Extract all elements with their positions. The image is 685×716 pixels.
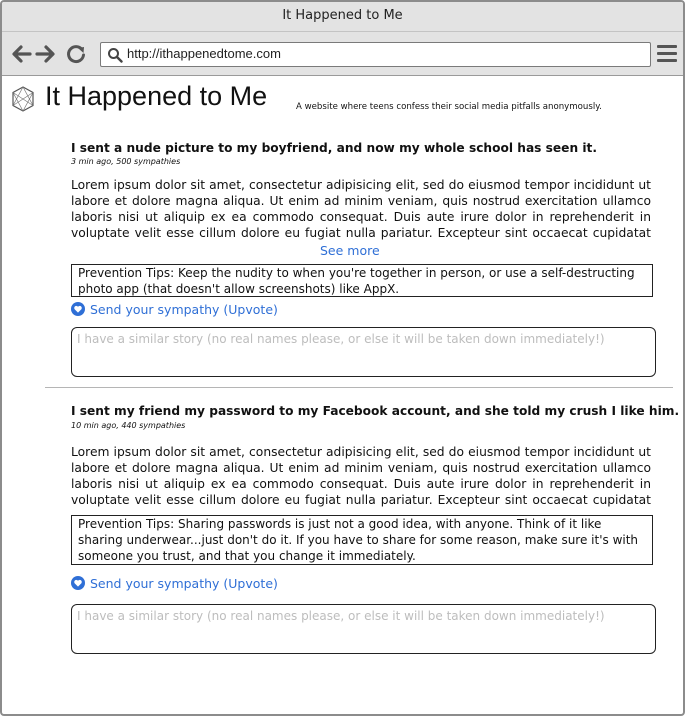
forward-arrow-icon: [35, 43, 57, 65]
post-body: Lorem ipsum dolor sit amet, consectetur adipisicing elit, sed do eiusmod tempor incididunt ut labore et dolore magna aliqua. Ut enim ad minim veniam, quis nostrud exercitation ullamco laboris nisi ut aliquip ex ea commodo consequat. Duis aute irure dolor in reprehenderit in voluptate velit esse cillum dolore eu fugiat nulla pariatur. Excepteur sint occaecat cupidatat: [71, 445, 651, 507]
similar-story-input[interactable]: [71, 327, 656, 377]
similar-story-input[interactable]: [71, 604, 656, 654]
sympathy-label: Send your sympathy (Upvote): [90, 301, 278, 317]
back-button[interactable]: [10, 43, 32, 65]
sympathy-upvote-button[interactable]: [71, 300, 278, 318]
search-icon: [107, 47, 123, 63]
post-meta: 3 min ago, 500 sympathies: [71, 157, 181, 166]
prevention-tips: Prevention Tips: Sharing passwords is just not a good idea, with anyone. Think of it like sharing underwear...just don't do it. If you have to share for some reason, make sure it's with someone you trust, and that you change it immediately.: [71, 515, 653, 565]
window-title: It Happened to Me: [2, 2, 683, 32]
forward-button[interactable]: [35, 43, 57, 65]
post-title[interactable]: I sent a nude picture to my boyfriend, and now my whole school has seen it.: [71, 141, 598, 155]
prevention-tips: Prevention Tips: Keep the nudity to when you're together in person, or use a self-destructing photo app (that doesn't allow screenshots) like AppX.: [71, 264, 653, 297]
sympathy-upvote-button[interactable]: [71, 574, 278, 592]
browser-toolbar: [2, 32, 683, 76]
logo-icon: [10, 86, 36, 112]
sympathy-label: Send your sympathy (Upvote): [90, 575, 278, 591]
reload-button[interactable]: [65, 43, 87, 65]
heart-icon: [71, 302, 85, 316]
address-bar[interactable]: [100, 42, 651, 67]
site-tagline: A website where teens confess their social media pitfalls anonymously.: [296, 102, 602, 112]
post-body: Lorem ipsum dolor sit amet, consectetur adipisicing elit, sed do eiusmod tempor incididunt ut labore et dolore magna aliqua. Ut enim ad minim veniam, quis nostrud exercitation ullamco laboris nisi ut aliquip ex ea commodo consequat. Duis aute irure dolor in reprehenderit in voluptate velit esse cillum dolore eu fugiat nulla pariatur. Excepteur sint occaecat cupidatat: [71, 178, 651, 240]
post-divider: [45, 387, 673, 388]
hamburger-menu-icon[interactable]: [657, 45, 677, 63]
post-title[interactable]: I sent my friend my password to my Facebook account, and she told my crush I like him.: [71, 404, 680, 418]
post-meta: 10 min ago, 440 sympathies: [71, 421, 186, 430]
url-text: http://ithappenedtome.com: [127, 46, 281, 61]
reload-icon: [65, 43, 87, 65]
back-arrow-icon: [10, 43, 32, 65]
see-more-link[interactable]: See more: [320, 243, 380, 258]
site-title: It Happened to Me: [45, 81, 268, 111]
heart-icon: [71, 576, 85, 590]
